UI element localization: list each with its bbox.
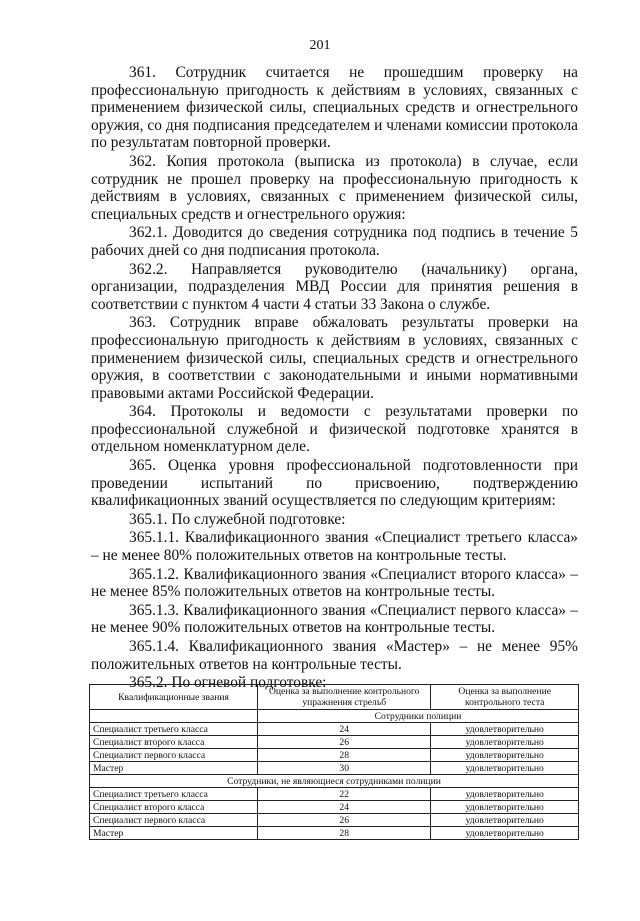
- row-title: Специалист первого класса: [90, 814, 258, 827]
- paragraph-365: 365. Оценка уровня профессиональной подготовленности при проведении испытаний по присвоению, подтверждению квалификационных званий осуществляется по следующим критериям:: [91, 457, 578, 510]
- document-body: [91, 64, 578, 693]
- paragraph-363: 363. Сотрудник вправе обжаловать результаты проверки на профессиональную пригодность к действиям в условиях, связанных с применением физической силы, специальных средств и огнестрельного оружия, в соответствии с законодательными и иными нормативными правовыми актами Российской Федерации.: [91, 314, 578, 402]
- row-result: удовлетворительно: [431, 762, 579, 775]
- row-title: Специалист третьего класса: [90, 788, 258, 801]
- paragraph-365-1-4: 365.1.4. Квалификационного звания «Мастер» – не менее 95% положительных ответов на контрольные тесты.: [91, 638, 578, 673]
- row-title: Специалист второго класса: [90, 801, 258, 814]
- row-title: Мастер: [90, 762, 258, 775]
- row-title: Мастер: [90, 827, 258, 840]
- paragraph-365-2: 365.2. По огневой подготовке:: [129, 674, 327, 692]
- row-result: удовлетворительно: [431, 827, 579, 840]
- row-score: 30: [258, 762, 431, 775]
- header-qualification: Квалификационные звания: [90, 685, 258, 710]
- row-result: удовлетворительно: [431, 723, 579, 736]
- row-score: 24: [258, 801, 431, 814]
- paragraph-365-1-1: 365.1.1. Квалификационного звания «Специалист третьего класса» – не менее 80% положительных ответов на контрольные тесты.: [91, 529, 578, 565]
- paragraph-362: 362. Копия протокола (выписка из протокола) в случае, если сотрудник не прошел проверку на профессиональную пригодность к действиям в условиях, связанных с применением физической силы, специальных средств и огнестрельного оружия:: [91, 152, 578, 223]
- table-row: [90, 788, 579, 801]
- shooting-criteria-table: [89, 684, 579, 840]
- table-group-row: [90, 775, 579, 788]
- row-score: 22: [258, 788, 431, 801]
- paragraph-365-1-3: 365.1.3. Квалификационного звания «Специалист первого класса» – не менее 90% положительных ответов на контрольные тесты.: [91, 601, 578, 637]
- table-row: [90, 762, 579, 775]
- table-row: [90, 814, 579, 827]
- row-title: Специалист первого класса: [90, 749, 258, 762]
- table-row: [90, 827, 579, 840]
- table-row: [90, 749, 579, 762]
- row-title: Специалист третьего класса: [90, 723, 258, 736]
- page-number: 201: [309, 38, 331, 53]
- row-title: Специалист второго класса: [90, 736, 258, 749]
- group-label-non-police: Сотрудники, не являющиеся сотрудниками полиции: [90, 775, 579, 788]
- paragraph-362-2: 362.2. Направляется руководителю (начальнику) органа, организации, подразделения МВД России для принятия решения в соответствии с пунктом 4 части 4 статьи 33 Закона о службе.: [91, 260, 578, 313]
- group-label-police: Сотрудники полиции: [258, 710, 579, 723]
- group-spacer: [90, 710, 258, 723]
- paragraph-364: 364. Протоколы и ведомости с результатами проверки по профессиональной служебной и физической подготовке хранятся в отдельном номенклатурном деле.: [91, 403, 578, 456]
- row-score: 28: [258, 749, 431, 762]
- row-result: удовлетворительно: [431, 788, 579, 801]
- paragraph-362-1: 362.1. Доводится до сведения сотрудника под подпись в течение 5 рабочих дней со дня подписания протокола.: [91, 224, 578, 259]
- row-score: 26: [258, 814, 431, 827]
- paragraph-365-1-2: 365.1.2. Квалификационного звания «Специалист второго класса» – не менее 85% положительных ответов на контрольные тесты.: [91, 565, 578, 601]
- table-row: [90, 801, 579, 814]
- table-header-row: [90, 685, 579, 710]
- row-result: удовлетворительно: [431, 814, 579, 827]
- row-result: удовлетворительно: [431, 749, 579, 762]
- table-group-row: [90, 710, 579, 723]
- header-test-score: Оценка за выполнение контрольного теста: [431, 685, 579, 710]
- row-score: 26: [258, 736, 431, 749]
- table-row: [90, 736, 579, 749]
- row-result: удовлетворительно: [431, 801, 579, 814]
- header-shooting-score: Оценка за выполнение контрольного упражнения стрельб: [258, 685, 431, 710]
- row-score: 24: [258, 723, 431, 736]
- row-result: удовлетворительно: [431, 736, 579, 749]
- paragraph-361: 361. Сотрудник считается не прошедшим проверку на профессиональную пригодность к действиям в условиях, связанных с применением физической силы, специальных средств и огнестрельного оружия, со дня подписания председателем и членами комиссии протокола по результатам повторной проверки.: [91, 64, 578, 152]
- row-score: 28: [258, 827, 431, 840]
- paragraph-365-1: 365.1. По служебной подготовке:: [129, 510, 346, 528]
- table-row: [90, 723, 579, 736]
